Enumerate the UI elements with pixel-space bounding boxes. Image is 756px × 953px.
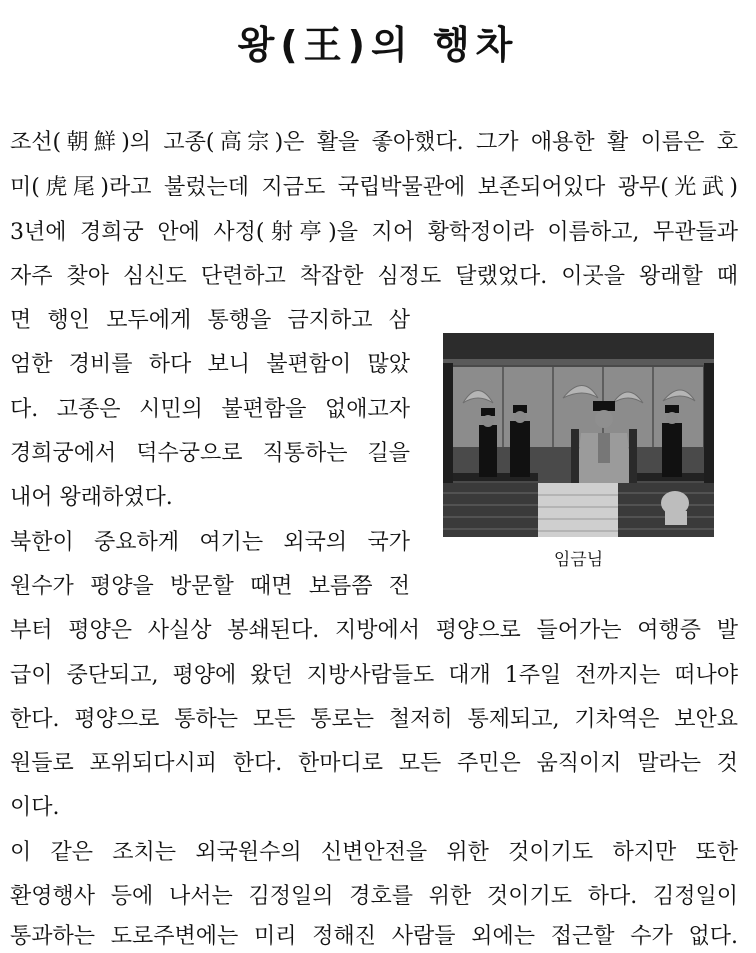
- paragraph-1-line: 경희궁에서 덕수궁으로 직통하는 길을: [10, 441, 410, 466]
- paragraph-1-line: 다. 고종은 시민의 불편함을 없애고자: [10, 397, 410, 422]
- paragraph-2-line: 원수가 평양을 방문할 때면 보름쯤 전: [10, 574, 410, 599]
- king-throne-photo: [443, 333, 714, 537]
- paragraph-2-line: 북한이 중요하게 여기는 외국의 국가: [10, 530, 410, 555]
- paragraph-1-line: 엄한 경비를 하다 보니 불편함이 많았: [10, 352, 410, 377]
- paragraph-1-line: 미(虎尾)라고 불렀는데 지금도 국립박물관에 보존되어있다 광무(光武): [10, 175, 738, 200]
- photo-caption: 임금님: [553, 550, 604, 570]
- paragraph-2-line: 부터 평양은 사실상 봉쇄된다. 지방에서 평양으로 들어가는 여행증 발: [10, 618, 738, 643]
- paragraph-2-line: 원들로 포위되다시피 한다. 한마디로 모든 주민은 움직이지 말라는 것: [10, 751, 738, 776]
- paragraph-2-line: 급이 중단되고, 평양에 왔던 지방사람들도 대개 1주일 전까지는 떠나야: [10, 663, 738, 688]
- paragraph-1-line: 조선(朝鮮)의 고종(高宗)은 활을 좋아했다. 그가 애용한 활 이름은 호: [10, 130, 738, 155]
- paragraph-1-line: 면 행인 모두에게 통행을 금지하고 삼: [10, 308, 410, 333]
- paragraph-3-line: 환영행사 등에 나서는 김정일의 경호를 위한 것이기도 하다. 김정일이: [10, 884, 738, 909]
- paragraph-3-line: 통과하는 도로주변에는 미리 정해진 사람들 외에는 접근할 수가 없다.: [10, 924, 738, 949]
- paragraph-1-line: 3년에 경희궁 안에 사정(射亭)을 지어 황학정이라 이름하고, 무관들과: [10, 220, 738, 245]
- paragraph-2-line: 이다.: [10, 795, 60, 820]
- paragraph-1-line: 자주 찾아 심신도 단련하고 착잡한 심정도 달랬었다. 이곳을 왕래할 때: [10, 264, 738, 289]
- page-title: 왕(王)의 행차: [237, 23, 519, 67]
- paragraph-1-line: 내어 왕래하였다.: [10, 485, 173, 510]
- paragraph-3-line: 이 같은 조치는 외국원수의 신변안전을 위한 것이기도 하지만 또한: [10, 840, 738, 865]
- paragraph-2-line: 한다. 평양으로 통하는 모든 통로는 철저히 통제되고, 기차역은 보안요: [10, 707, 738, 732]
